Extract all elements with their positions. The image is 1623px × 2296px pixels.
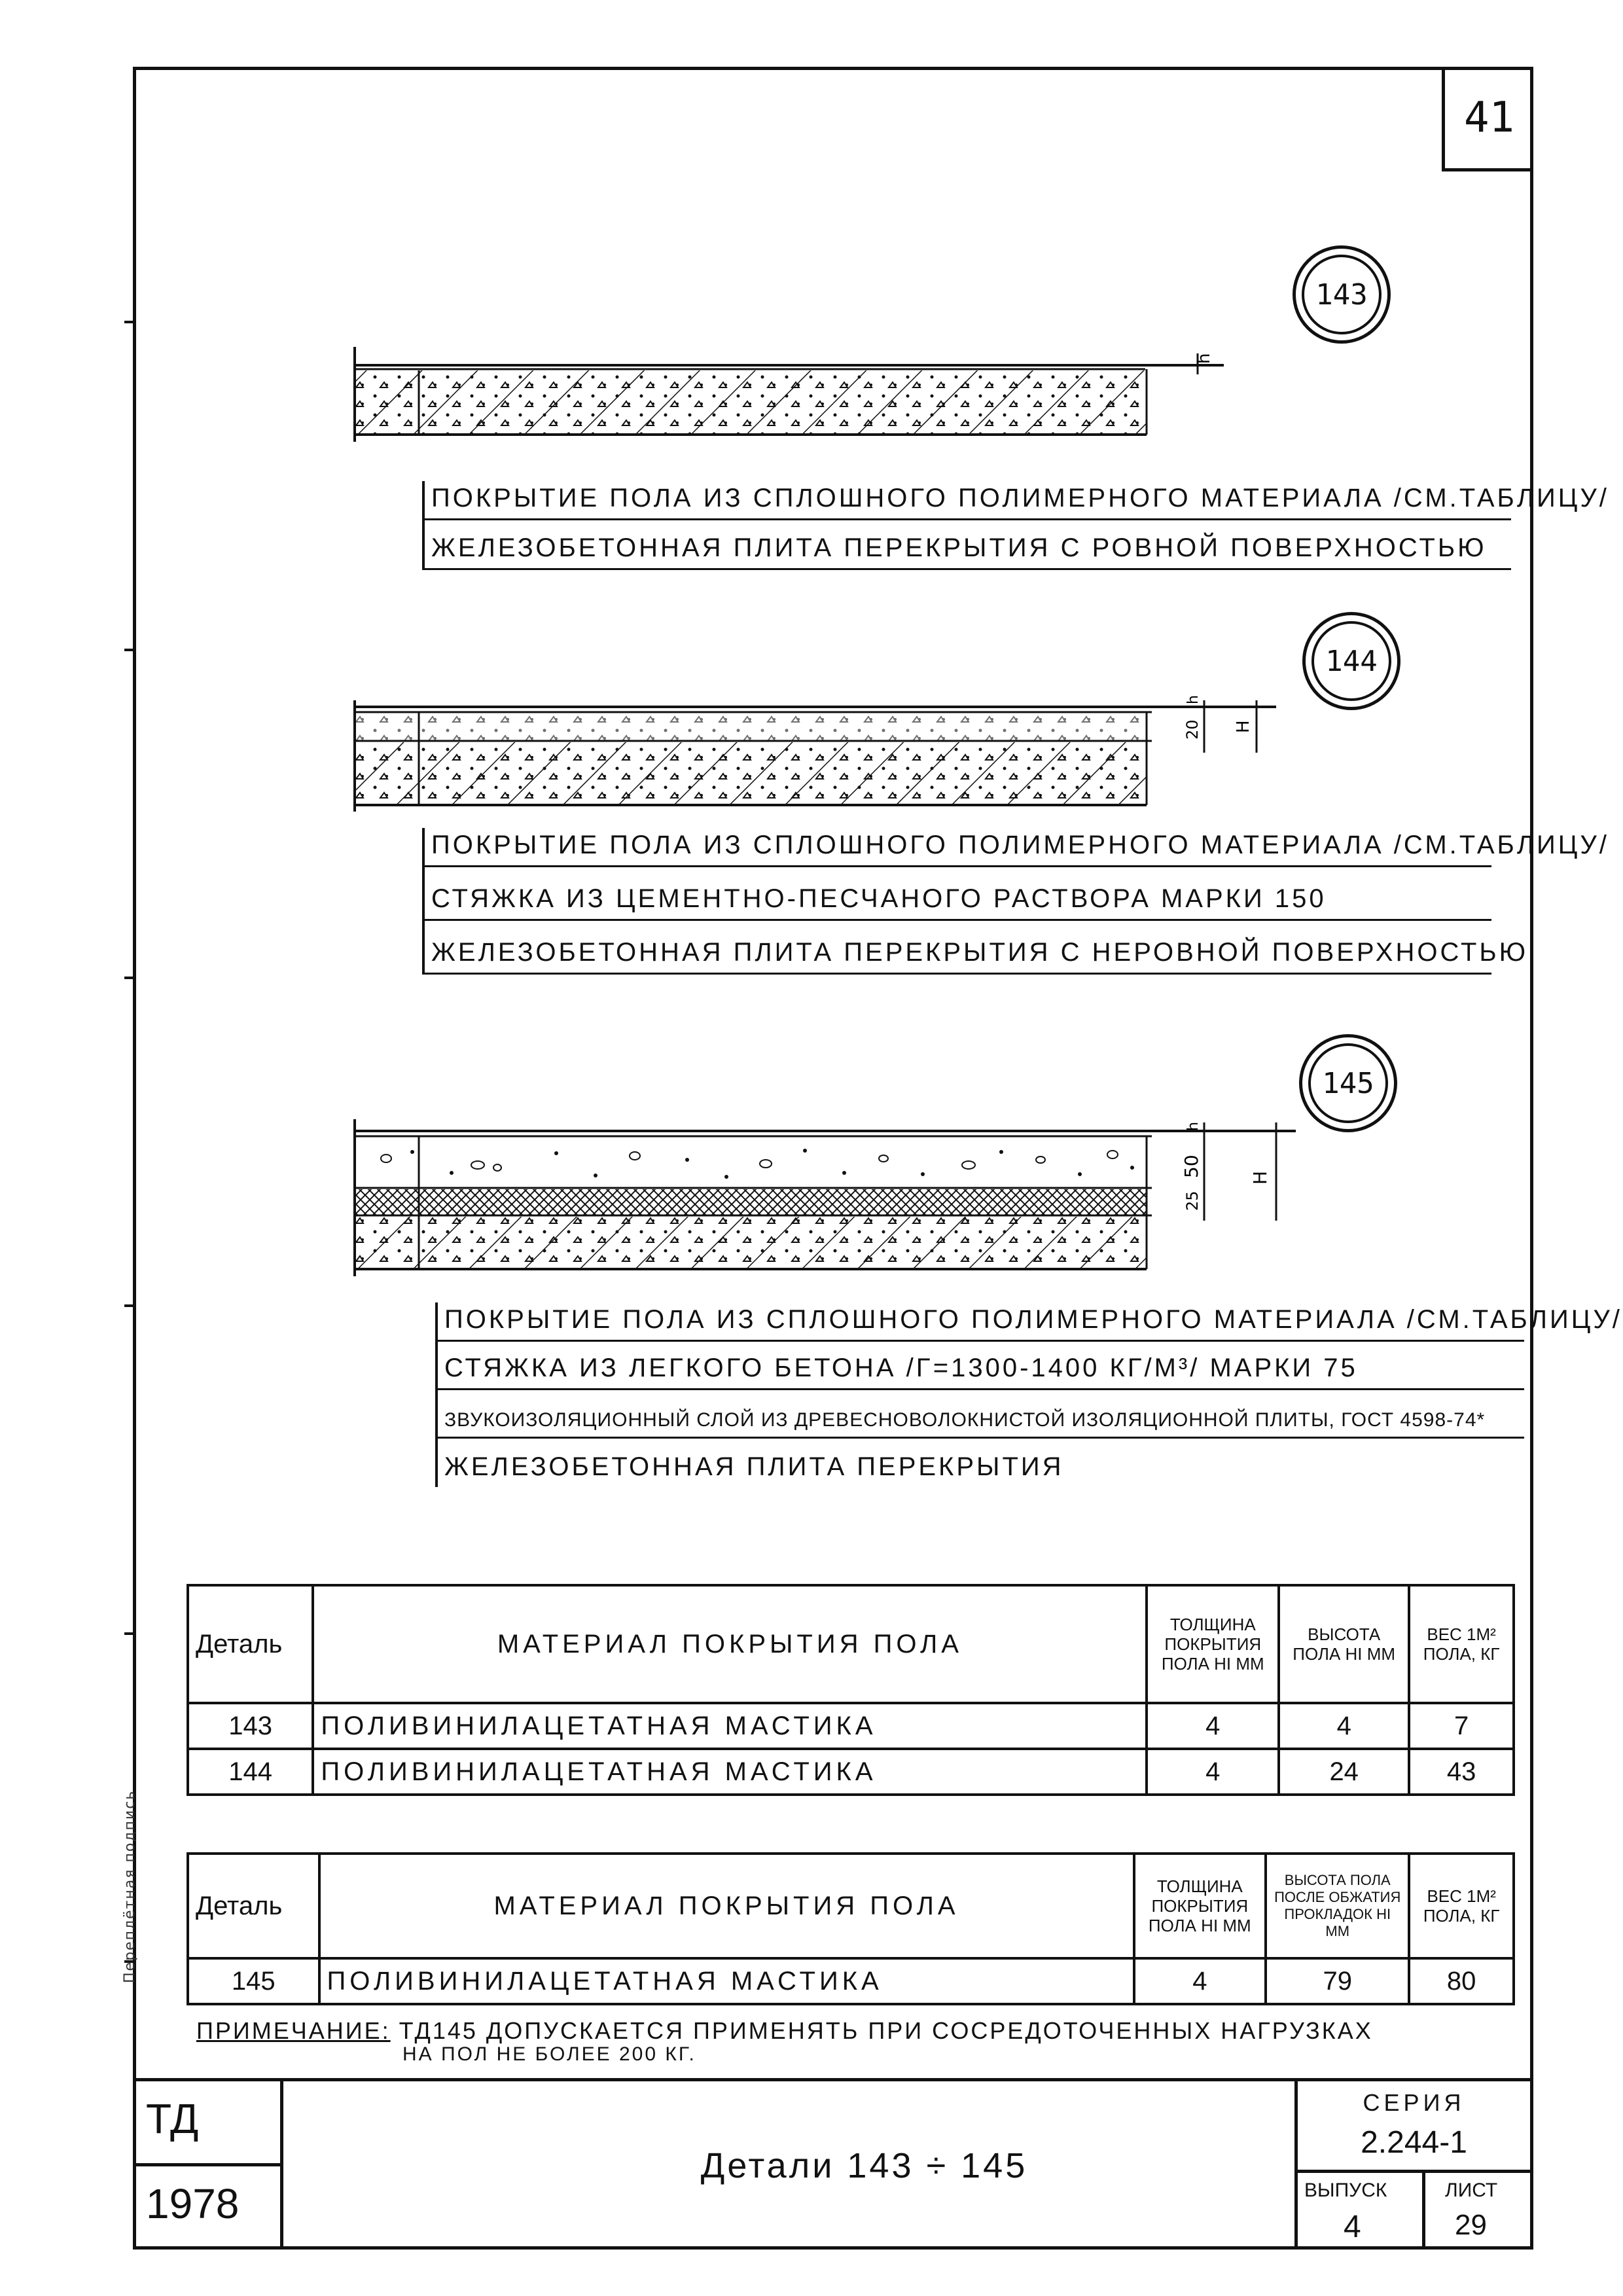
cell-height: 4	[1279, 1703, 1409, 1749]
dim-H-145: H	[1249, 1170, 1271, 1185]
col-header-thickness: ТОЛЩИНА ПОКРЫТИЯ ПОЛА HI ММ	[1134, 1854, 1266, 1958]
detail-marker-label: 145	[1308, 1043, 1388, 1123]
cell-detail: 144	[188, 1749, 313, 1795]
col-header-material: МАТЕРИАЛ ПОКРЫТИЯ ПОЛА	[319, 1854, 1134, 1958]
issue-cell	[1294, 2173, 1425, 2250]
title-block	[133, 2078, 1533, 2250]
year: 1978	[133, 2166, 283, 2250]
cell-material: ПОЛИВИНИЛАЦЕТАТНАЯ МАСТИКА	[313, 1703, 1147, 1749]
col-header-thickness: ТОЛЩИНА ПОКРЫТИЯ ПОЛА HI ММ	[1147, 1585, 1279, 1703]
cell-detail: 145	[188, 1958, 319, 2004]
detail-marker-label: 143	[1302, 255, 1382, 334]
series-cell	[1294, 2081, 1530, 2173]
issue-label: ВЫПУСК	[1304, 2179, 1387, 2201]
dim-25-145: 25	[1183, 1191, 1202, 1211]
cell-height: 24	[1279, 1749, 1409, 1795]
spec-table-143-144	[187, 1584, 1515, 1796]
series-label: СЕРИЯ	[1363, 2089, 1465, 2116]
note-line-1: ТД145 ДОПУСКАЕТСЯ ПРИМЕНЯТЬ ПРИ СОСРЕДОТОЧЕННЫХ НАГРУЗКАХ	[399, 2017, 1373, 2044]
dim-h-145: h	[1185, 1122, 1202, 1131]
spec-table-145	[187, 1852, 1515, 2005]
col-header-detail: Деталь	[188, 1585, 313, 1703]
dim-h-143: h	[1194, 353, 1214, 364]
layer-list-144	[422, 828, 1609, 975]
layer-label: ЖЕЛЕЗОБЕТОННАЯ ПЛИТА ПЕРЕКРЫТИЯ С НЕРОВНОЙ ПОВЕРХНОСТЬЮ	[425, 935, 1491, 975]
cell-thickness: 4	[1147, 1703, 1279, 1749]
section-144	[347, 687, 1296, 818]
note-label: ПРИМЕЧАНИЕ:	[196, 2017, 391, 2044]
layer-label: ЖЕЛЕЗОБЕТОННАЯ ПЛИТА ПЕРЕКРЫТИЯ С РОВНОЙ ПОВЕРХНОСТЬЮ	[425, 531, 1511, 570]
issue-value: 4	[1344, 2210, 1361, 2244]
sheet-cell	[1425, 2173, 1530, 2250]
series-value: 2.244-1	[1361, 2125, 1467, 2160]
dim-50-145: 50	[1181, 1155, 1202, 1178]
cell-thickness: 4	[1134, 1958, 1266, 2004]
section-145	[347, 1113, 1329, 1283]
binding-stamp	[122, 1263, 148, 1983]
detail-marker-144	[1302, 612, 1400, 710]
dim-H-144: H	[1234, 720, 1253, 733]
note-line-2: НА ПОЛ НЕ БОЛЕЕ 200 КГ.	[402, 2043, 696, 2065]
binding-text: Переплётная подпись	[122, 1789, 138, 1983]
cell-material: ПОЛИВИНИЛАЦЕТАТНАЯ МАСТИКА	[313, 1749, 1147, 1795]
org-code: ТД	[133, 2081, 283, 2166]
table-row	[188, 1703, 1514, 1749]
col-header-height: ВЫСОТА ПОЛА HI ММ	[1279, 1585, 1409, 1703]
col-header-weight: ВЕС 1М² ПОЛА, КГ	[1409, 1585, 1514, 1703]
detail-marker-label: 144	[1311, 621, 1391, 701]
detail-marker-143	[1293, 245, 1391, 344]
col-header-detail: Деталь	[188, 1854, 319, 1958]
sheet-title: Детали 143 ÷ 145	[700, 2145, 1028, 2185]
table-row	[188, 1958, 1514, 2004]
dim-20-144: 20	[1183, 719, 1202, 740]
cell-material: ПОЛИВИНИЛАЦЕТАТНАЯ МАСТИКА	[319, 1958, 1134, 2004]
cell-height: 79	[1266, 1958, 1409, 2004]
layer-list-143	[422, 481, 1609, 570]
layer-label: СТЯЖКА ИЗ ЛЕГКОГО БЕТОНА /Γ=1300-1400 КГ/М³/ МАРКИ 75	[438, 1351, 1524, 1390]
cell-weight: 43	[1409, 1749, 1514, 1795]
cell-detail: 143	[188, 1703, 313, 1749]
sheet-label: ЛИСТ	[1445, 2179, 1498, 2201]
layer-label: СТЯЖКА ИЗ ЦЕМЕНТНО-ПЕСЧАНОГО РАСТВОРА МАРКИ 150	[425, 882, 1491, 921]
cell-weight: 80	[1409, 1958, 1514, 2004]
table-row	[188, 1749, 1514, 1795]
section-143	[347, 334, 1263, 445]
layer-label: ЗВУКОИЗОЛЯЦИОННЫЙ СЛОЙ ИЗ ДРЕВЕСНОВОЛОКНИСТОЙ ИЗОЛЯЦИОННОЙ ПЛИТЫ, ГОСТ 4598-74*	[438, 1399, 1524, 1439]
dim-h-144: h	[1185, 695, 1202, 704]
cell-thickness: 4	[1147, 1749, 1279, 1795]
col-header-material: МАТЕРИАЛ ПОКРЫТИЯ ПОЛА	[313, 1585, 1147, 1703]
layer-label: ПОКРЫТИЕ ПОЛА ИЗ СПЛОШНОГО ПОЛИМЕРНОГО МАТЕРИАЛА /СМ.ТАБЛИЦУ/	[438, 1302, 1524, 1342]
sheet-value: 29	[1455, 2209, 1487, 2241]
layer-label: ПОКРЫТИЕ ПОЛА ИЗ СПЛОШНОГО ПОЛИМЕРНОГО МАТЕРИАЛА /СМ.ТАБЛИЦУ/	[425, 828, 1491, 867]
cell-weight: 7	[1409, 1703, 1514, 1749]
note	[196, 2017, 1373, 2045]
layer-list-145	[435, 1302, 1622, 1487]
layer-label: ЖЕЛЕЗОБЕТОННАЯ ПЛИТА ПЕРЕКРЫТИЯ	[444, 1452, 1064, 1481]
col-header-height: ВЫСОТА ПОЛА ПОСЛЕ ОБЖАТИЯ ПРОКЛАДОК HI ММ	[1266, 1854, 1409, 1958]
col-header-weight: ВЕС 1М² ПОЛА, КГ	[1409, 1854, 1514, 1958]
page-number: 41	[1442, 67, 1533, 171]
layer-label: ПОКРЫТИЕ ПОЛА ИЗ СПЛОШНОГО ПОЛИМЕРНОГО МАТЕРИАЛА /СМ.ТАБЛИЦУ/	[425, 481, 1511, 520]
